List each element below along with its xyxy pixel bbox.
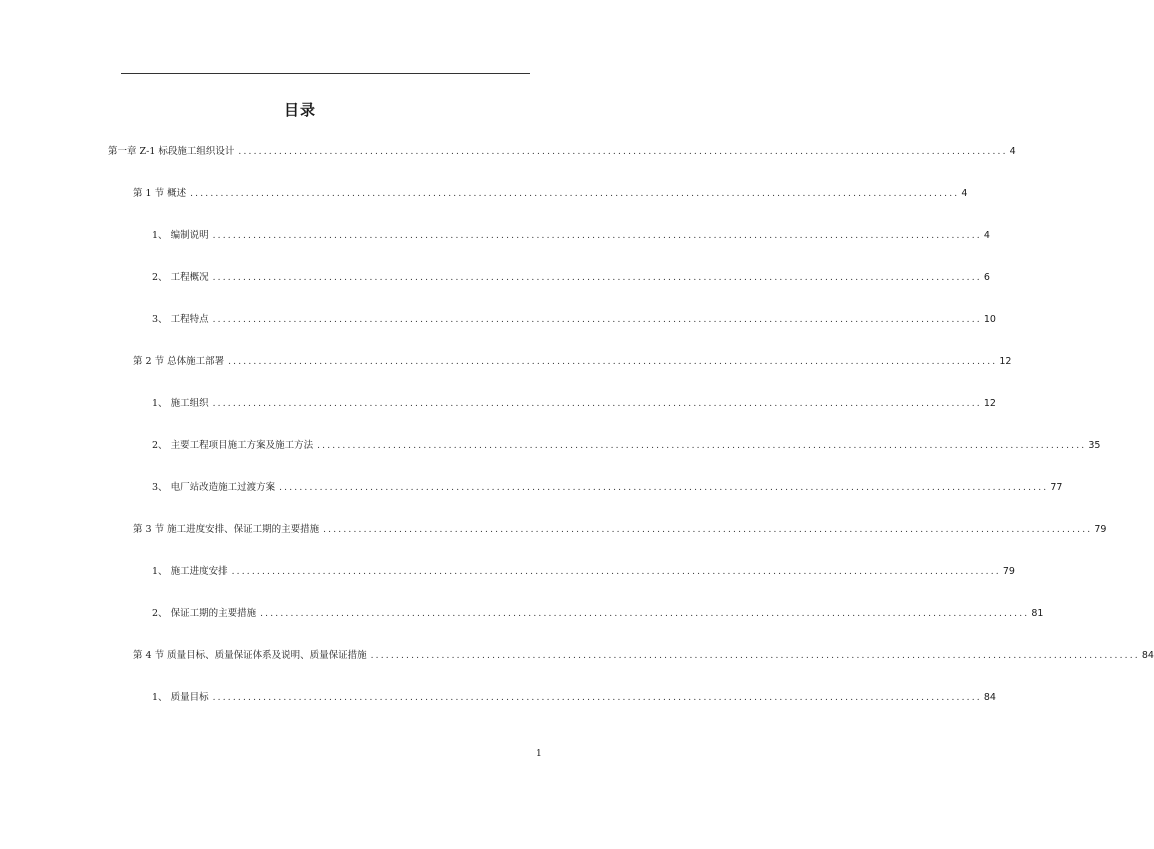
toc-entry-page: 10 [983,314,996,325]
toc-entry-item-4-1[interactable] [152,692,996,704]
toc-entry-label: 2、 主要工程项目施工方案及施工方法 [152,440,314,451]
toc-entry-section-3[interactable] [133,524,1107,536]
toc-entry-label: 1、 质量目标 [152,692,209,703]
toc-entry-page: 84 [1141,650,1154,661]
toc-entry-section-4[interactable] [133,650,1154,662]
toc-entry-page: 79 [1094,524,1107,535]
toc-entry-label: 1、 施工组织 [152,398,209,409]
toc-entry-section-2[interactable] [133,356,1012,368]
toc-entry-page: 77 [1050,482,1063,493]
toc-entry-label: 第 3 节 施工进度安排、保证工期的主要措施 [133,524,320,535]
toc-entry-label: 1、 施工进度安排 [152,566,228,577]
toc-entry-page: 6 [983,272,990,283]
toc-entry-label: 3、 电厂站改造施工过渡方案 [152,482,276,493]
toc-entry-page: 81 [1031,608,1044,619]
toc-entry-page: 12 [983,398,996,409]
toc-entry-page: 4 [983,230,990,241]
toc-leader-dots: ........................................................................................................................................................ [212,399,982,409]
toc-entry-chapter-1[interactable] [108,146,1016,158]
toc-entry-page: 79 [1002,566,1015,577]
toc-leader-dots: ........................................................................................................................................................ [370,651,1140,661]
toc-entry-label: 第 2 节 总体施工部署 [133,356,225,367]
toc-entry-label: 2、 保证工期的主要措施 [152,608,257,619]
toc-entry-section-1[interactable] [133,188,968,200]
toc-entry-item-2-1[interactable] [152,398,996,410]
toc-entry-page: 84 [983,692,996,703]
page-number: 1 [536,749,542,759]
toc-entry-item-1-2[interactable] [152,272,990,284]
toc-entry-item-3-1[interactable] [152,566,1015,578]
toc-leader-dots: ........................................................................................................................................................ [212,231,982,241]
toc-entry-page: 4 [961,188,968,199]
toc-leader-dots: ........................................................................................................................................................ [212,273,982,283]
toc-leader-dots: ........................................................................................................................................................ [279,483,1049,493]
toc-leader-dots: ........................................................................................................................................................ [231,567,1001,577]
toc-entry-label: 第 4 节 质量目标、质量保证体系及说明、质量保证措施 [133,650,367,661]
toc-entry-page: 35 [1088,440,1101,451]
toc-leader-dots: ........................................................................................................................................................ [212,693,982,703]
toc-leader-dots: ........................................................................................................................................................ [260,609,1030,619]
toc-leader-dots: ........................................................................................................................................................ [212,315,982,325]
toc-entry-page: 12 [999,356,1012,367]
toc-title: 目录 [283,101,316,119]
toc-entry-page: 4 [1009,146,1016,157]
toc-entry-item-2-3[interactable] [152,482,1063,494]
toc-entry-item-3-2[interactable] [152,608,1044,620]
toc-entry-item-2-2[interactable] [152,440,1101,452]
toc-entry-label: 2、 工程概况 [152,272,209,283]
toc-entry-label: 1、 编制说明 [152,230,209,241]
toc-leader-dots: ........................................................................................................................................................ [238,147,1008,157]
toc-entry-item-1-1[interactable] [152,230,990,242]
toc-leader-dots: ........................................................................................................................................................ [323,525,1093,535]
header-rule [121,73,530,74]
toc-leader-dots: ........................................................................................................................................................ [317,441,1087,451]
toc-entry-label: 第 1 节 概述 [133,188,187,199]
toc-leader-dots: ........................................................................................................................................................ [190,189,960,199]
toc-entry-label: 3、 工程特点 [152,314,209,325]
toc-leader-dots: ........................................................................................................................................................ [228,357,998,367]
toc-entry-item-1-3[interactable] [152,314,996,326]
toc-entry-label: 第一章 Z-1 标段施工组织设计 [108,146,235,157]
